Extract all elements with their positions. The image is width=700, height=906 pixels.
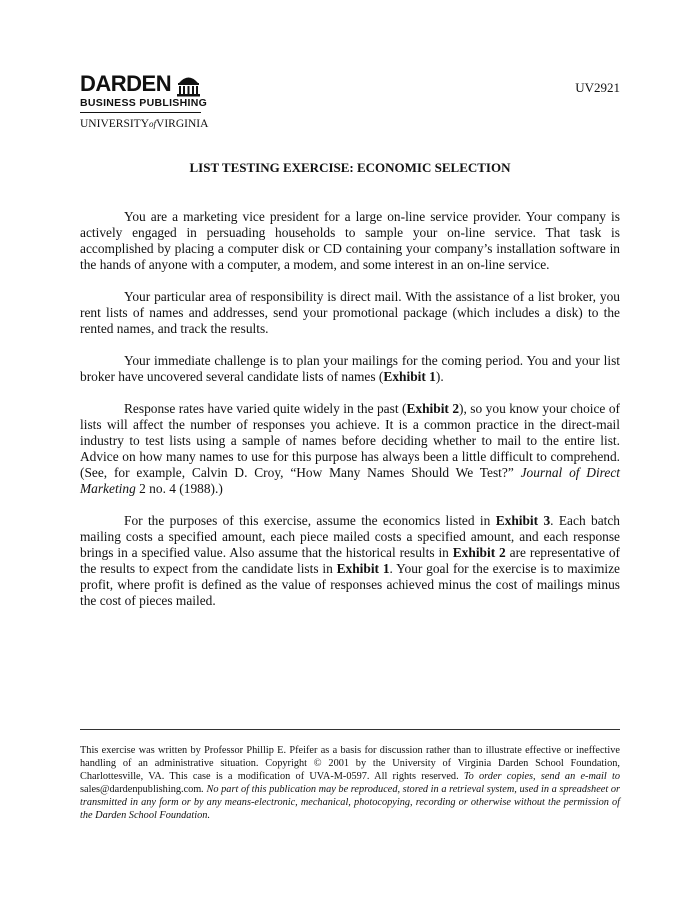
document-body: [80, 209, 620, 625]
journal-title: Journal of Direct Marketing: [80, 465, 621, 496]
footer-divider: [80, 729, 620, 730]
darden-logo: [80, 72, 240, 136]
paragraph-4: Response rates have varied quite widely in the past (Exhibit 2), so you know your choice of lists will affect the number of responses you achieve. It is a common practice in the direct-mail industry to test lists using a sample of names before deciding whether to mail to the entire list. Advice on how many names to use for this purpose has always been a little difficult to comprehend. (See, for example, Calvin D. Croy, “How Many Names Should We Test?” Journal of Direct Marketing 2 no. 4 (1988).): [80, 401, 621, 496]
order-email: sales@dardenpublishing.com: [80, 784, 202, 795]
logo-wordmark: DARDEN: [80, 71, 172, 96]
university-name: UNIVERSITYofVIRGINIA: [80, 118, 209, 130]
exhibit-ref: Exhibit 1: [383, 369, 436, 384]
paragraph-5: For the purposes of this exercise, assume the economics listed in Exhibit 3. Each batch mailing costs a specified amount, each piece mailed costs a specified amount, and each response brings in a specified value. Also assume that the historical results in Exhibit 2 are representative of the results to expect from the candidate lists in Exhibit 1. Your goal for the exercise is to maximize profit, where profit is defined as the value of responses achieved minus the cost of mailings minus the cost of pieces mailed.: [80, 513, 621, 608]
rotunda-icon: [176, 73, 201, 97]
exhibit-ref: Exhibit 2: [406, 401, 460, 416]
paragraph-3: Your immediate challenge is to plan your mailings for the coming period. You and your list broker have uncovered several candidate lists of names (Exhibit 1).: [80, 353, 620, 384]
logo-subtitle: BUSINESS PUBLISHING: [80, 97, 208, 109]
exhibit-ref: Exhibit 2: [452, 545, 506, 560]
exhibit-ref: Exhibit 3: [495, 513, 551, 528]
logo-divider: [80, 112, 201, 113]
exhibit-ref: Exhibit 1: [336, 561, 390, 576]
paragraph-2: Your particular area of responsibility is direct mail. With the assistance of a list broker, you rent lists of names and addresses, send your promotional package (which includes a disk) to the rented names, and track the results.: [80, 289, 620, 336]
paragraph-1: You are a marketing vice president for a large on-line service provider. Your company is actively engaged in persuading households to sample your on-line service. That task is accomplished by placing a computer disk or CD containing your company’s installation software in the hands of anyone with a computer, a modem, and some interest in an on-line service.: [80, 209, 620, 272]
copyright-footer: This exercise was written by Professor Phillip E. Pfeifer as a basis for discussion rather than to illustrate effective or ineffective handling of an administrative situation. Copyright © 2001 by the University of Virginia Darden School Foundation, Charlottesville, VA. This case is a modification of UVA-M-0597. All rights reserved. To order copies, send an e-mail to sales@dardenpublishing.com. No part of this publication may be reproduced, stored in a retrieval system, used in a spreadsheet or transmitted in any form or by any means-electronic, mechanical, photocopying, recording or otherwise without the permission of the Darden School Foundation.: [80, 745, 620, 821]
case-number: UV2921: [575, 80, 620, 95]
document-title: LIST TESTING EXERCISE: ECONOMIC SELECTION: [189, 160, 511, 175]
